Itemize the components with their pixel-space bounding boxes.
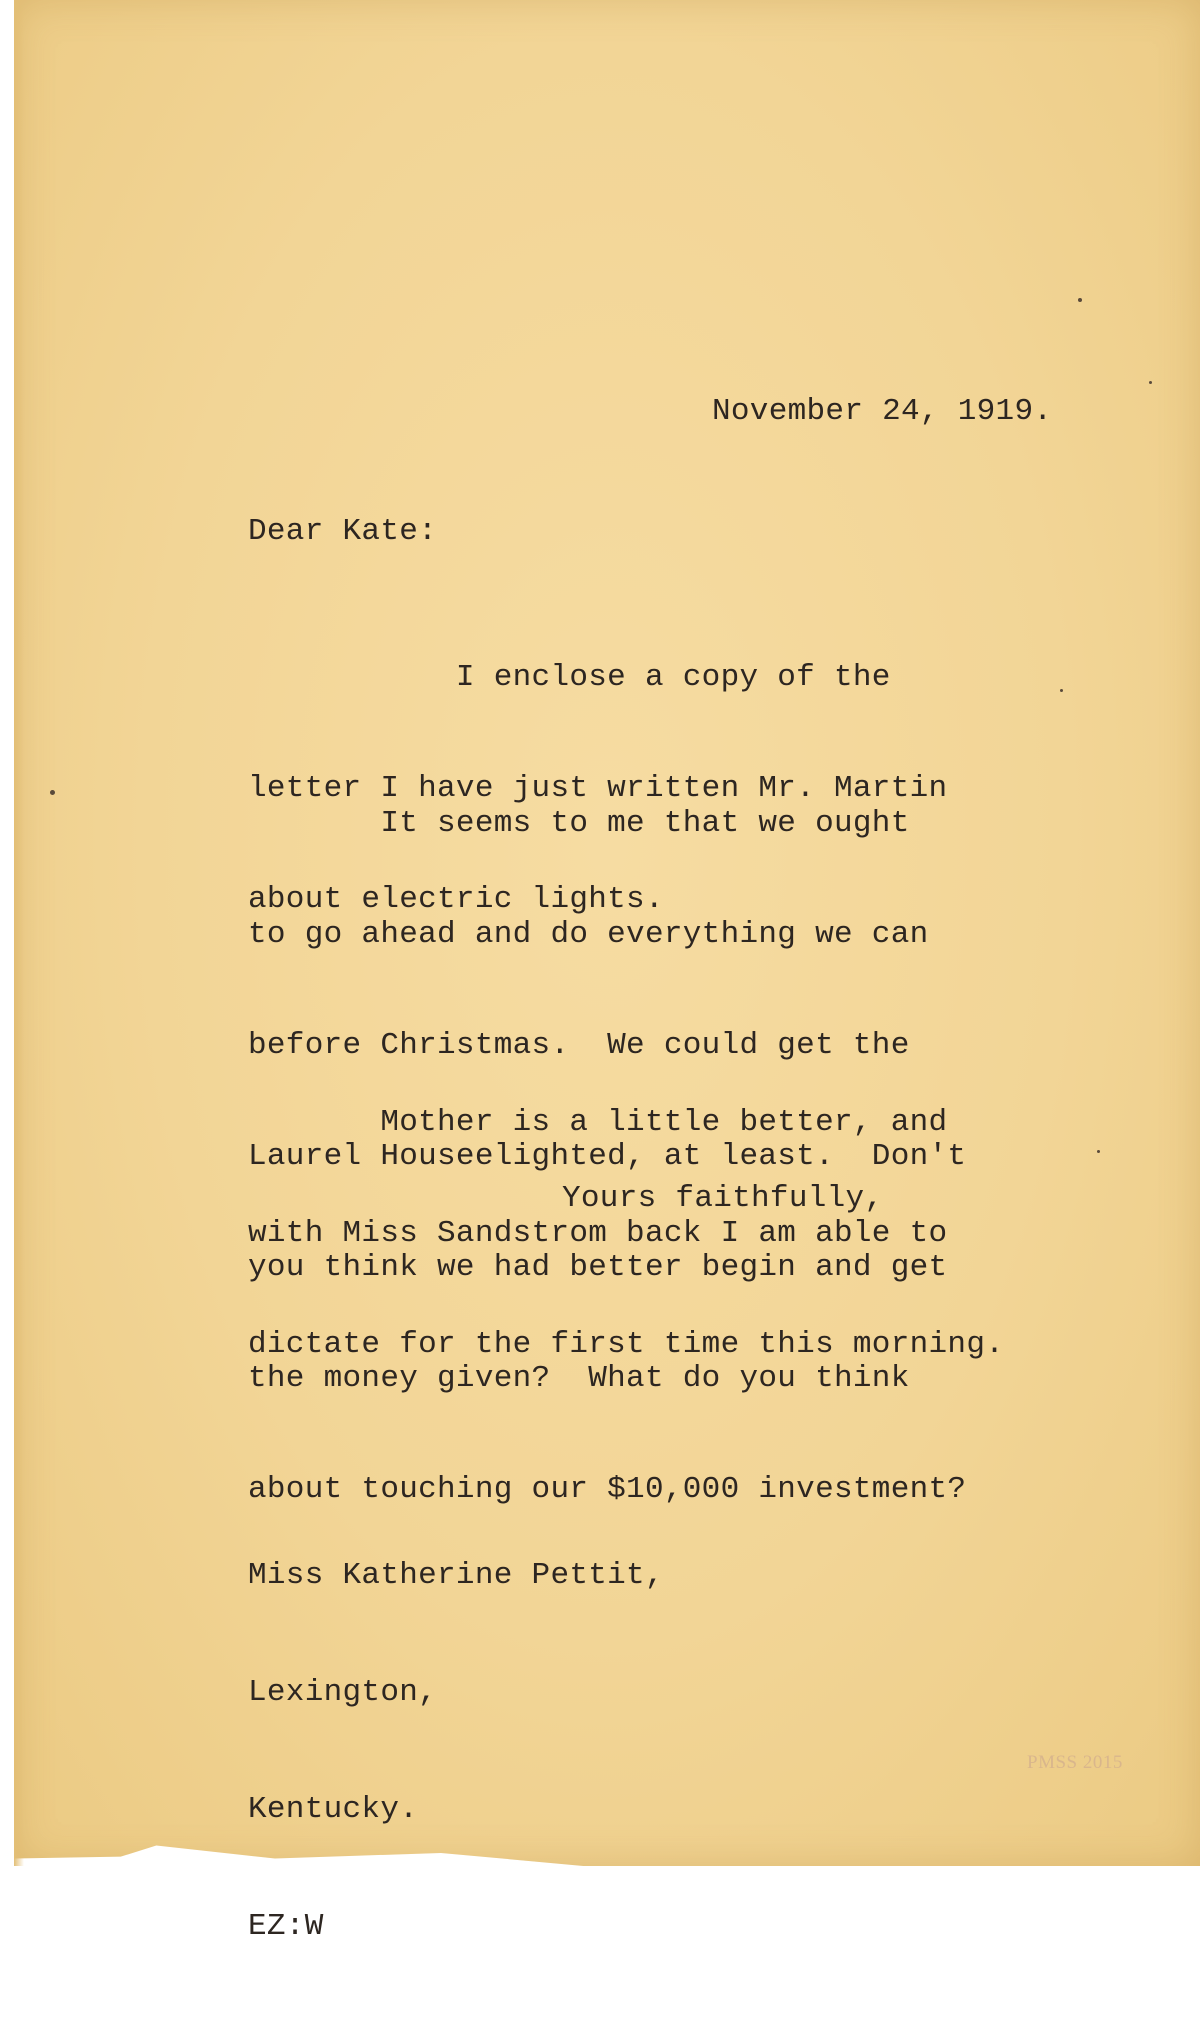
archive-watermark: PMSS 2015 xyxy=(1027,1752,1123,1773)
paper-speck xyxy=(1078,298,1082,302)
salutation: Dear Kate: xyxy=(248,514,438,549)
paragraph-line: you think we had better begin and get xyxy=(248,1250,948,1285)
paper-speck xyxy=(1097,1150,1100,1153)
paragraph-line: dictate for the first time this morning. xyxy=(248,1327,1005,1362)
recipient-address xyxy=(248,1478,664,2024)
paragraph-line: with Miss Sandstrom back I am able to xyxy=(248,1216,948,1251)
address-line: Lexington, xyxy=(248,1675,438,1710)
torn-left-edge xyxy=(14,0,24,1866)
paragraph-line: It seems to me that we ought xyxy=(248,806,910,841)
paragraph-mother-health xyxy=(248,1030,1004,1437)
paragraph-line: about touching our $10,000 investment? xyxy=(248,1472,967,1507)
paragraph-line: the money given? What do you think xyxy=(248,1361,910,1396)
typist-initials: EZ:W xyxy=(248,1909,324,1944)
complimentary-closing: Yours faithfully, xyxy=(562,1181,884,1216)
paragraph-line: about electric lights. xyxy=(248,882,664,917)
paragraph-line: I enclose a copy of the xyxy=(248,660,891,695)
paragraph-line: Mother is a little better, and xyxy=(248,1105,948,1140)
address-line: Miss Katherine Pettit, xyxy=(248,1558,664,1593)
paragraph-line: before Christmas. We could get the xyxy=(248,1028,910,1063)
paper-speck xyxy=(1060,689,1063,692)
letter-date: November 24, 1919. xyxy=(712,394,1053,429)
paragraph-line: Laurel Houseelighted, at least. Don't xyxy=(248,1139,967,1174)
address-line: Kentucky. xyxy=(248,1792,419,1827)
paragraph-line: letter I have just written Mr. Martin xyxy=(248,771,948,806)
paper-speck xyxy=(1149,381,1152,384)
paper-speck xyxy=(50,790,55,795)
paragraph-line: to go ahead and do everything we can xyxy=(248,917,929,952)
